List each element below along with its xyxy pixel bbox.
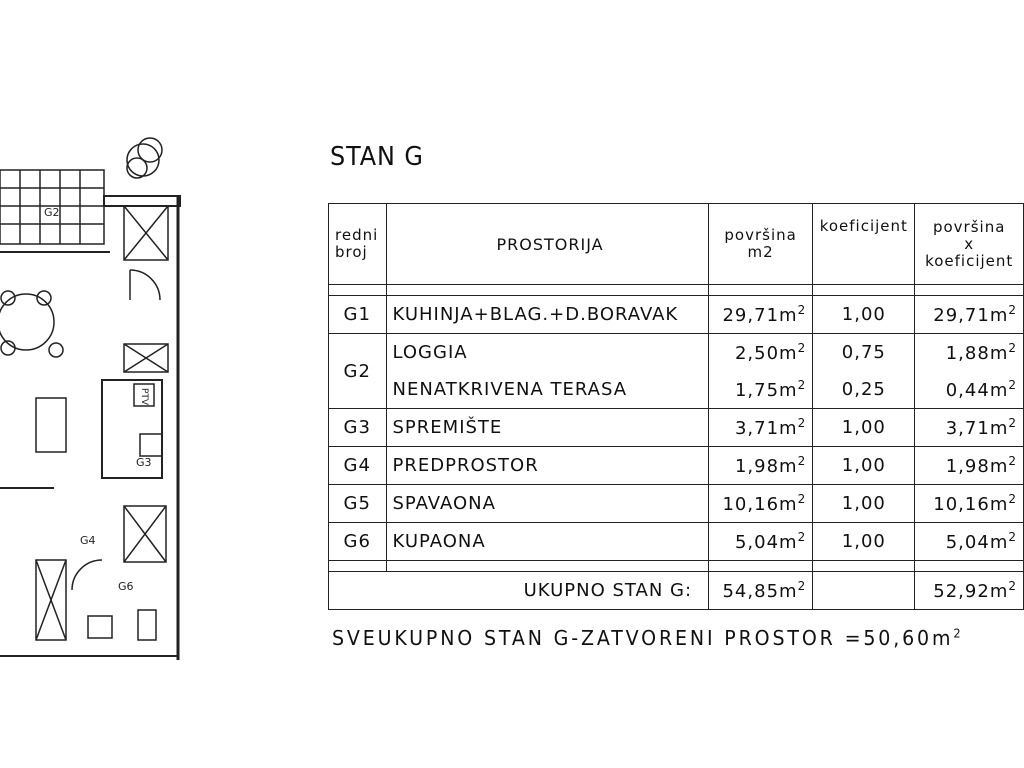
header-coef: koeficijent <box>813 204 915 285</box>
table-header-row <box>329 204 1024 285</box>
row-area: $2,50m^2$ <box>709 334 813 372</box>
row-id: G1 <box>329 296 387 334</box>
table-row <box>329 523 1024 561</box>
summary-line: SVEUKUPNO STAN G-ZATVORENI PROSTOR $=50,60m^2$ <box>332 626 964 650</box>
total-area: $54,85m^2$ <box>709 572 813 610</box>
table-row <box>329 371 1024 409</box>
floor-plan <box>0 0 200 768</box>
row-name: KUHINJA+BLAG.+D.BORAVAK <box>386 296 709 334</box>
row-total: $10,16m^2$ <box>915 485 1024 523</box>
row-id: G2 <box>329 334 387 409</box>
row-name: PREDPROSTOR <box>386 447 709 485</box>
total-label: UKUPNO STAN G: <box>329 572 709 610</box>
row-id: G4 <box>329 447 387 485</box>
row-coef: 1,00 <box>813 296 915 334</box>
row-coef: 1,00 <box>813 409 915 447</box>
row-id: G3 <box>329 409 387 447</box>
table-row <box>329 296 1024 334</box>
table-row <box>329 447 1024 485</box>
header-total: površina x koeficijent <box>915 204 1024 285</box>
row-area: $5,04m^2$ <box>709 523 813 561</box>
area-table <box>328 203 1024 610</box>
row-total: $1,98m^2$ <box>915 447 1024 485</box>
total-coef-empty <box>813 572 915 610</box>
plan-label-g4: G4 <box>80 534 96 547</box>
total-row <box>329 572 1024 610</box>
plan-label-g3: G3 <box>136 456 152 469</box>
row-coef: 1,00 <box>813 447 915 485</box>
row-name: NENATKRIVENA TERASA <box>386 371 709 409</box>
table-row <box>329 334 1024 372</box>
row-coef: 0,75 <box>813 334 915 372</box>
row-name: LOGGIA <box>386 334 709 372</box>
row-area: $29,71m^2$ <box>709 296 813 334</box>
header-id: redni broj <box>329 204 387 285</box>
page-title: STAN G <box>330 142 424 172</box>
row-area: $1,75m^2$ <box>709 371 813 409</box>
row-total: $5,04m^2$ <box>915 523 1024 561</box>
plan-label-ptv: PTV <box>139 388 149 406</box>
row-coef: 1,00 <box>813 485 915 523</box>
table-row <box>329 485 1024 523</box>
table-row <box>329 409 1024 447</box>
row-coef: 1,00 <box>813 523 915 561</box>
row-area: $3,71m^2$ <box>709 409 813 447</box>
row-area: $1,98m^2$ <box>709 447 813 485</box>
row-total: $29,71m^2$ <box>915 296 1024 334</box>
header-area: površina m2 <box>709 204 813 285</box>
row-total: $3,71m^2$ <box>915 409 1024 447</box>
row-id: G6 <box>329 523 387 561</box>
row-name: SPREMIŠTE <box>386 409 709 447</box>
row-id: G5 <box>329 485 387 523</box>
header-name: PROSTORIJA <box>386 204 709 285</box>
row-total: $1,88m^2$ <box>915 334 1024 372</box>
row-area: $10,16m^2$ <box>709 485 813 523</box>
row-name: KUPAONA <box>386 523 709 561</box>
total-weighted: $52,92m^2$ <box>915 572 1024 610</box>
plan-label-g6: G6 <box>118 580 134 593</box>
row-coef: 0,25 <box>813 371 915 409</box>
plan-label-g2: G2 <box>44 206 60 219</box>
row-name: SPAVAONA <box>386 485 709 523</box>
row-total: $0,44m^2$ <box>915 371 1024 409</box>
